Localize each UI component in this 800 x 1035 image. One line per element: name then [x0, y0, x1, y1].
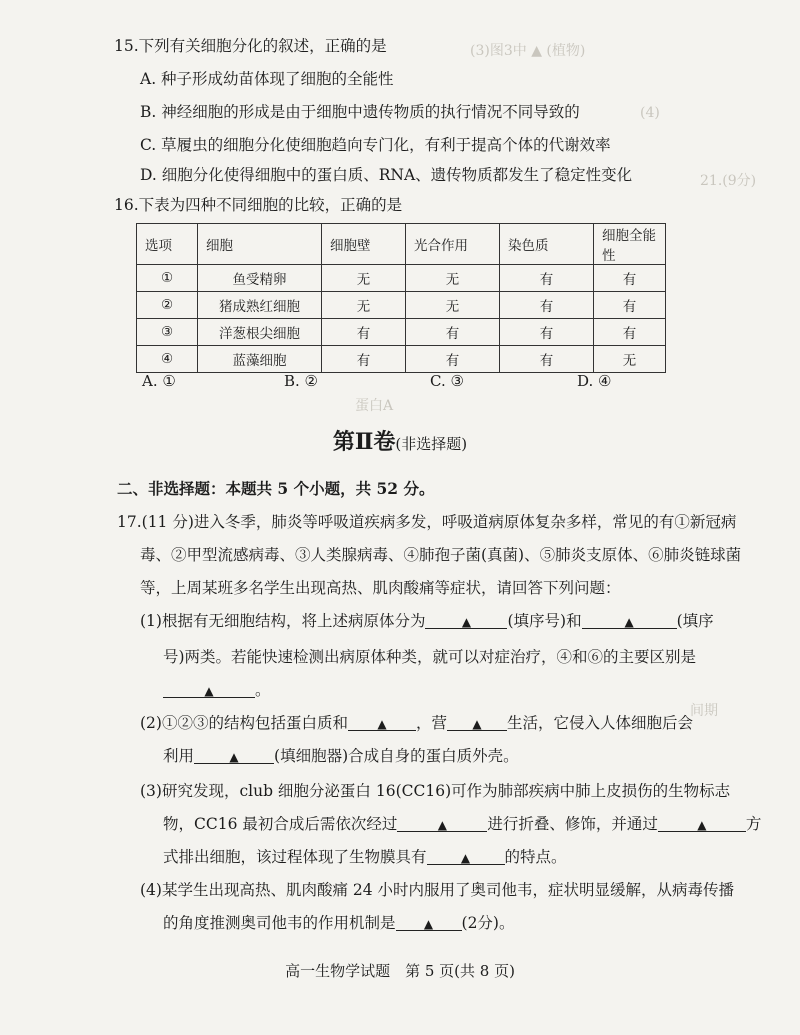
blank-marker: ▲: [697, 818, 707, 832]
answer-blank[interactable]: [658, 813, 746, 832]
answer-blank[interactable]: [427, 846, 505, 865]
bleed-through-text: 蛋白A: [355, 398, 394, 414]
table-cell: 鱼受精卵: [198, 265, 322, 292]
table-header: 选项: [137, 224, 198, 265]
q17-part2-line-1: [140, 712, 693, 734]
section-two-heading: 二、非选择题：本题共 5 个小题，共 52 分。: [117, 479, 435, 498]
answer-blank[interactable]: [582, 610, 677, 629]
table-cell: 有: [594, 292, 666, 319]
q17-part1-line-2: 号)两类。若能快速检测出病原体种类，就可以对症治疗，④和⑥的主要区别是: [163, 648, 697, 666]
q15-option-a: A. 种子形成幼苗体现了细胞的全能性: [140, 70, 394, 88]
blank-marker: ▲: [460, 851, 471, 865]
q17-intro-line-1: 17.(11 分)进入冬季，肺炎等呼吸道疾病多发，呼吸道病原体复杂多样，常见的有①新冠病: [117, 513, 737, 531]
table-header: 光合作用: [406, 224, 500, 265]
table-header: 细胞壁: [322, 224, 406, 265]
cell-comparison-table: [136, 223, 666, 373]
table-cell: 有: [322, 319, 406, 346]
bleed-through-text: (3)图3中 ▲ (植物): [470, 43, 586, 59]
table-header-row: [137, 224, 666, 265]
table-cell: ③: [137, 319, 198, 346]
q17-part3-text: 的特点。: [504, 848, 567, 866]
table-cell: 有: [594, 319, 666, 346]
q17-part1-line-1: [140, 610, 714, 632]
q16-stem: 16.下表为四种不同细胞的比较，正确的是: [114, 196, 403, 214]
blank-marker: ▲: [204, 684, 214, 698]
table-cell: 有: [594, 265, 666, 292]
q16-choice-d: D. ④: [577, 372, 612, 390]
bleed-through-text: 间期: [690, 703, 718, 719]
table-cell: 洋葱根尖细胞: [198, 319, 322, 346]
q17-part3-line-3: [163, 846, 567, 868]
table-cell: 有: [406, 346, 500, 373]
q15-option-b: B. 神经细胞的形成是由于细胞中遗传物质的执行情况不同导致的: [140, 103, 580, 121]
q17-part4-text: 的角度推测奥司他韦的作用机制是: [163, 914, 396, 932]
table-header: 细胞: [198, 224, 322, 265]
table-cell: 无: [322, 265, 406, 292]
blank-marker: ▲: [624, 615, 634, 629]
table-cell: ④: [137, 346, 198, 373]
table-cell: 猪成熟红细胞: [198, 292, 322, 319]
table-cell: 无: [406, 292, 500, 319]
q17-intro-line-3: 等，上周某班多名学生出现高热、肌肉酸痛等症状，请回答下列问题：: [140, 579, 621, 597]
table-cell: ①: [137, 265, 198, 292]
answer-blank[interactable]: [163, 679, 255, 698]
q17-part1-text: 。: [255, 681, 271, 699]
bleed-through-text: (4): [640, 105, 660, 121]
blank-marker: ▲: [472, 717, 482, 731]
answer-blank[interactable]: [396, 912, 462, 931]
q15-option-c: C. 草履虫的细胞分化使细胞趋向专门化，有利于提高个体的代谢效率: [140, 136, 611, 154]
blank-marker: ▲: [377, 717, 387, 731]
table-header: 细胞全能性: [594, 224, 666, 265]
answer-blank[interactable]: [397, 813, 487, 832]
q17-part2-text: 利用: [163, 747, 195, 765]
q15-option-d: D. 细胞分化使得细胞中的蛋白质、RNA、遗传物质都发生了稳定性变化: [140, 166, 633, 184]
q17-part3-text: 方: [745, 815, 762, 833]
table-cell: 无: [322, 292, 406, 319]
table-header: 染色质: [500, 224, 594, 265]
table-cell: 有: [500, 346, 594, 373]
q15-stem: 15.下列有关细胞分化的叙述，正确的是: [114, 37, 387, 55]
q17-part1-text: (1)根据有无细胞结构，将上述病原体分为: [140, 612, 426, 630]
table-cell: 无: [406, 265, 500, 292]
answer-blank[interactable]: [447, 712, 507, 731]
q17-part3-text: 进行折叠、修饰，并通过: [487, 815, 658, 833]
q17-part3-text: 式排出细胞，该过程体现了生物膜具有: [163, 848, 427, 866]
table-row: [137, 319, 666, 346]
blank-marker: ▲: [461, 615, 472, 629]
q17-intro-line-2: 毒、②甲型流感病毒、③人类腺病毒、④肺孢子菌(真菌)、⑤肺炎支原体、⑥肺炎链球菌: [140, 546, 742, 564]
part-two-title: [0, 425, 800, 456]
part-two-heading: 第Ⅱ卷: [332, 429, 396, 455]
table-row: [137, 292, 666, 319]
q17-part1-line-3: [163, 679, 271, 701]
table-cell: 有: [406, 319, 500, 346]
table-cell: 有: [500, 292, 594, 319]
q17-part2-text: ，营: [415, 714, 447, 732]
part-two-subtitle: (非选择题): [395, 435, 468, 453]
q17-part4-line-2: [163, 912, 514, 934]
table-cell: 有: [500, 265, 594, 292]
q17-part2-line-2: [163, 745, 519, 767]
q17-part2-text: 生活，它侵入人体细胞后会: [506, 714, 693, 732]
bleed-through-text: 21.(9分): [700, 173, 757, 189]
table-cell: 有: [500, 319, 594, 346]
table-row: [137, 346, 666, 373]
q16-choice-c: C. ③: [430, 372, 464, 390]
answer-blank[interactable]: [194, 745, 274, 764]
q17-part4-line-1: (4)某学生出现高热、肌肉酸痛 24 小时内服用了奥司他韦，症状明显缓解，从病毒传播: [140, 881, 735, 899]
answer-blank[interactable]: [425, 610, 507, 629]
page-footer: 高一生物学试题 第 5 页(共 8 页): [285, 962, 515, 980]
q17-part2-text: (填细胞器)合成自身的蛋白质外壳。: [274, 747, 519, 765]
q16-choice-a: A. ①: [142, 372, 176, 390]
q17-part4-text: (2分)。: [461, 914, 515, 932]
table-cell: 有: [322, 346, 406, 373]
blank-marker: ▲: [437, 818, 447, 832]
table-row: [137, 265, 666, 292]
blank-marker: ▲: [423, 917, 434, 931]
table-cell: ②: [137, 292, 198, 319]
table-cell: 蓝藻细胞: [198, 346, 322, 373]
q17-part3-text: 物，CC16 最初合成后需依次经过: [163, 815, 398, 833]
table-cell: 无: [594, 346, 666, 373]
q17-part1-text: (填序: [676, 612, 714, 630]
q17-part3-line-1: (3)研究发现，club 细胞分泌蛋白 16(CC16)可作为肺部疾病中肺上皮损伤的生物标志: [140, 782, 731, 800]
answer-blank[interactable]: [348, 712, 416, 731]
q17-part2-text: (2)①②③的结构包括蛋白质和: [140, 714, 348, 732]
q17-part3-line-2: [163, 813, 761, 835]
q17-part1-text: (填序号)和: [507, 612, 582, 630]
q16-choice-b: B. ②: [284, 372, 319, 390]
blank-marker: ▲: [229, 750, 239, 764]
